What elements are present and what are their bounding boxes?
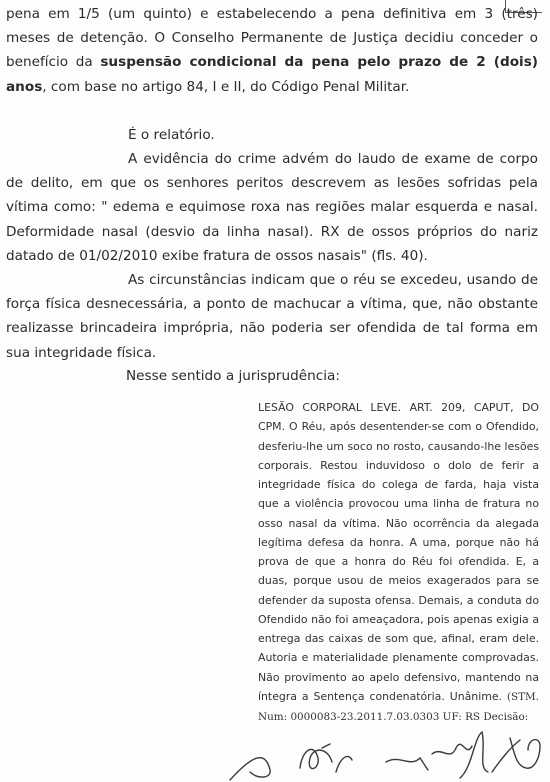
paragraph-1-start: pena em 1/5 (um quinto) e estabelecendo a pena definitiva em 3 (três) meses de detenção. O Conselho Permanente de Justiça decidiu conceder o benefício da [6,6,538,71]
quote-reference: (STM. Num: 0000083-23.2011.7.03.0303 UF: RS Decisão: [258,690,539,723]
paragraph-sentence [6,2,538,99]
circumstances-paragraph [6,268,538,365]
evidence-paragraph [6,147,538,268]
jurisprudence-lead-text: Nesse sentido a jurisprudência: [126,368,340,384]
jurisprudence-lead [6,364,538,388]
quote-text: LESÃO CORPORAL LEVE. ART. 209, CAPUT, DO CPM. O Réu, após desentender-se com o Ofendido, desferiu-lhe um soco no rosto, causando-lhe lesões corporais. Restou induvidoso o dolo de ferir a integridade física do colega de farda, haja vista que a violência provocou uma linha de fratura no osso nasal da vítima. Não ocorrência da alegada legítima defesa da honra. A uma, porque não há prova de que a honra do Réu foi ofendida. E, a duas, porque usou de meios exagerados para se defender da suposta ofensa. Demais, a conduta do Ofendido não foi ameaçadora, pois apenas exigia a entrega das caixas de som que, afinal, eram dele. Autoria e materialidade plenamente comprovadas. Não provimento ao apelo defensivo, mantendo na íntegra a Sentença condenatória. Unânime. [258,401,539,703]
report-line [6,123,538,147]
circumstances-text: As circunstâncias indicam que o réu se excedeu, usando de força física desnecessária, a ponto de machucar a vítima, que, não obstante realizasse brincadeira imprópria, não poderia ser ofendida de tal forma em sua integridade física. [6,272,538,361]
evidence-text: A evidência do crime advém do laudo de exame de corpo de delito, em que os senhores peritos descrevem as lesões sofridas pela vítima como: " edema e equimose roxa nas regiões malar esquerda e nasal. Deformidade nasal (desvio da linha nasal). RX de ossos próprios do nariz datado de 01/02/2010 exibe fratura de ossos nasais" (fls. 40). [6,151,538,264]
report-text: É o relatório. [128,127,215,143]
paragraph-1-bold: suspensão condicional da pena pelo prazo de 2 (dois) anos [6,54,539,95]
paragraph-1-end: , com base no artigo 84, I e II, do Código Penal Militar. [42,78,410,95]
jurisprudence-quote [258,398,539,727]
handwritten-signatures [210,728,550,782]
